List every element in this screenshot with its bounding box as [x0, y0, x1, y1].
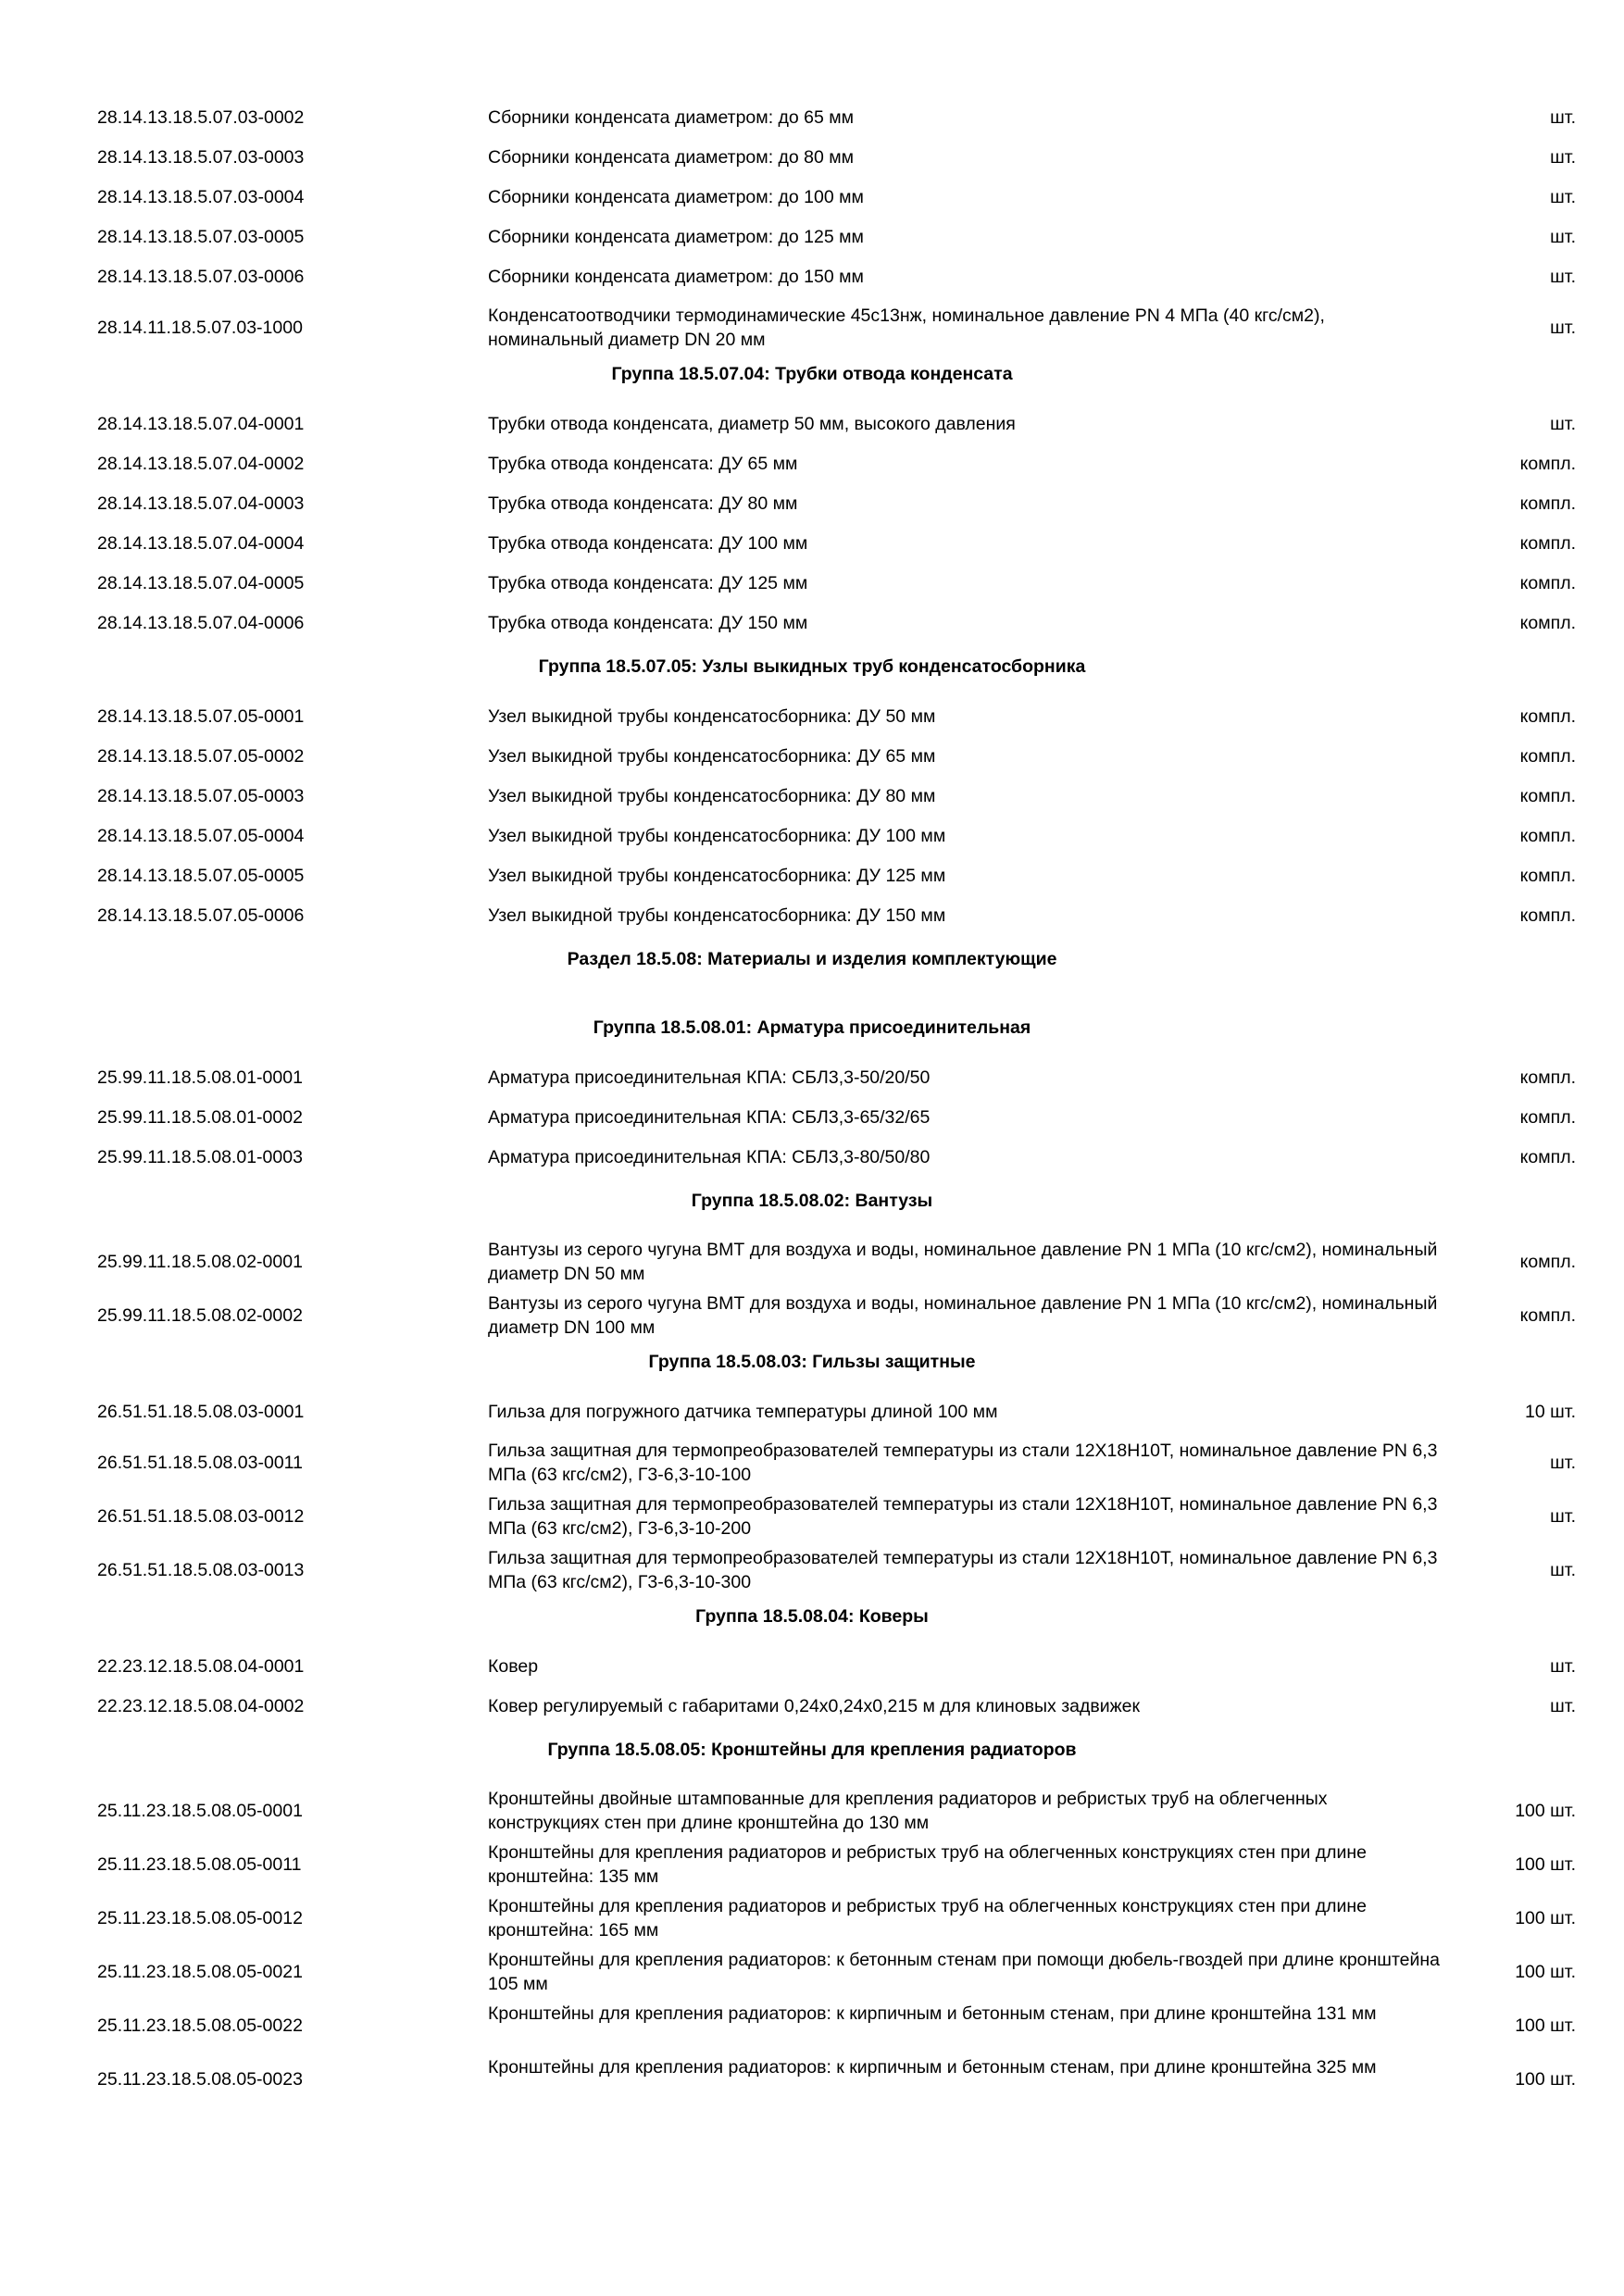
item-unit: компл.	[1519, 493, 1576, 514]
item-name: Сборники конденсата диаметром: до 125 мм	[488, 227, 864, 247]
item-name: Трубки отвода конденсата, диаметр 50 мм, высокого давления	[488, 414, 1016, 434]
item-code: 28.14.11.18.5.07.03-1000	[97, 318, 303, 338]
item-unit: шт.	[1550, 1696, 1576, 1716]
item-unit: компл.	[1519, 706, 1576, 727]
item-unit: шт.	[1550, 147, 1576, 168]
item-unit: компл.	[1519, 1147, 1576, 1167]
item-name: Узел выкидной трубы конденсатосборника: ДУ 125 мм	[488, 866, 946, 886]
item-code: 28.14.13.18.5.07.03-0006	[97, 267, 305, 287]
table-row	[0, 1691, 1624, 1730]
table-row	[0, 780, 1624, 820]
item-name: Гильза защитная для термопреобразователей температуры из стали 12Х18Н10Т, номинальное давление PN 6,3 МПа (63 кгс/см2), Г3-6,3-10-300	[488, 1548, 1438, 1592]
item-name: Гильза защитная для термопреобразователей температуры из стали 12Х18Н10Т, номинальное давление PN 6,3 МПа (63 кгс/см2), Г3-6,3-10-200	[488, 1494, 1438, 1539]
section-title-0508: Раздел 18.5.08: Материалы и изделия комплектующие	[567, 949, 1057, 969]
item-name: Арматура присоединительная КПА: СБЛ3,3-65/32/65	[488, 1107, 931, 1128]
table-row	[0, 1396, 1624, 1436]
item-code: 28.14.13.18.5.07.04-0004	[97, 533, 305, 554]
item-unit: 100 шт.	[1515, 1854, 1576, 1875]
group-heading	[0, 1181, 1624, 1235]
table-row	[0, 528, 1624, 568]
table-row	[0, 860, 1624, 900]
group-title-0804: Группа 18.5.08.04: Коверы	[695, 1606, 929, 1627]
group-title-0801: Группа 18.5.08.01: Арматура присоединительная	[593, 1017, 1031, 1038]
item-unit: компл.	[1519, 826, 1576, 846]
item-unit: шт.	[1550, 227, 1576, 247]
table-row	[0, 1891, 1624, 1945]
item-code: 25.99.11.18.5.08.01-0003	[97, 1147, 303, 1167]
item-unit: компл.	[1519, 1252, 1576, 1272]
item-unit: шт.	[1550, 107, 1576, 128]
item-code: 25.99.11.18.5.08.02-0002	[97, 1305, 303, 1326]
group-heading	[0, 1730, 1624, 1784]
rows-0803	[0, 1396, 1624, 1597]
table-row	[0, 448, 1624, 488]
table-row	[0, 1436, 1624, 1490]
item-code: 26.51.51.18.5.08.03-0001	[97, 1402, 305, 1422]
item-unit: 100 шт.	[1515, 1962, 1576, 1982]
item-unit: 100 шт.	[1515, 1908, 1576, 1928]
table-row	[0, 741, 1624, 780]
table-row	[0, 1999, 1624, 2053]
item-unit: шт.	[1550, 318, 1576, 338]
table-row	[0, 181, 1624, 221]
item-name: Трубка отвода конденсата: ДУ 65 мм	[488, 454, 798, 474]
item-code: 28.14.13.18.5.07.05-0004	[97, 826, 305, 846]
table-row	[0, 1543, 1624, 1597]
table-row	[0, 1490, 1624, 1543]
item-code: 28.14.13.18.5.07.04-0001	[97, 414, 305, 434]
table-row	[0, 488, 1624, 528]
item-code: 26.51.51.18.5.08.03-0012	[97, 1506, 305, 1527]
item-unit: 10 шт.	[1525, 1402, 1576, 1422]
item-code: 25.11.23.18.5.08.05-0001	[97, 1801, 303, 1821]
item-code: 25.11.23.18.5.08.05-0023	[97, 2069, 303, 2090]
item-code: 22.23.12.18.5.08.04-0001	[97, 1656, 305, 1677]
item-unit: шт.	[1550, 1506, 1576, 1527]
item-code: 25.99.11.18.5.08.02-0001	[97, 1252, 303, 1272]
item-code: 28.14.13.18.5.07.04-0005	[97, 573, 305, 593]
item-unit: компл.	[1519, 573, 1576, 593]
item-code: 28.14.13.18.5.07.03-0003	[97, 147, 305, 168]
item-name: Арматура присоединительная КПА: СБЛ3,3-50/20/50	[488, 1067, 931, 1088]
table-row	[0, 408, 1624, 448]
item-code: 25.11.23.18.5.08.05-0011	[97, 1854, 302, 1875]
item-name: Вантузы из серого чугуна ВМТ для воздуха и воды, номинальное давление PN 1 МПа (10 кгс/см2), номинальный диаметр DN 100 мм	[488, 1293, 1438, 1338]
table-row	[0, 1784, 1624, 1838]
item-unit: компл.	[1519, 1067, 1576, 1088]
item-unit: компл.	[1519, 866, 1576, 886]
rows-0801	[0, 1062, 1624, 1181]
item-name: Узел выкидной трубы конденсатосборника: ДУ 50 мм	[488, 706, 936, 727]
group-heading	[0, 1597, 1624, 1651]
rows-0703	[0, 102, 1624, 355]
table-row	[0, 1235, 1624, 1289]
item-unit: компл.	[1519, 613, 1576, 633]
rows-0802	[0, 1235, 1624, 1342]
item-code: 28.14.13.18.5.07.05-0003	[97, 786, 305, 806]
item-code: 28.14.13.18.5.07.04-0002	[97, 454, 305, 474]
item-name: Кронштейны для крепления радиаторов: к кирпичным и бетонным стенам, при длине кронштейна 131 мм	[488, 2003, 1377, 2024]
item-unit: компл.	[1519, 1107, 1576, 1128]
item-name: Сборники конденсата диаметром: до 150 мм	[488, 267, 864, 287]
item-name: Кронштейны для крепления радиаторов: к кирпичным и бетонным стенам, при длине кронштейна 325 мм	[488, 2057, 1377, 2078]
item-unit: компл.	[1519, 1305, 1576, 1326]
section-heading	[0, 940, 1624, 1008]
item-name: Трубка отвода конденсата: ДУ 100 мм	[488, 533, 808, 554]
item-code: 25.11.23.18.5.08.05-0021	[97, 1962, 303, 1982]
item-code: 28.14.13.18.5.07.05-0005	[97, 866, 305, 886]
item-name: Трубка отвода конденсата: ДУ 150 мм	[488, 613, 808, 633]
group-heading	[0, 1008, 1624, 1062]
item-code: 26.51.51.18.5.08.03-0013	[97, 1560, 305, 1580]
item-name: Трубка отвода конденсата: ДУ 125 мм	[488, 573, 808, 593]
item-name: Кронштейны для крепления радиаторов и ребристых труб на облегченных конструкциях стен при длине кронштейна: 135 мм	[488, 1842, 1367, 1887]
item-code: 25.99.11.18.5.08.01-0002	[97, 1107, 303, 1128]
table-row	[0, 261, 1624, 301]
rows-0705	[0, 701, 1624, 940]
item-name: Кронштейны для крепления радиаторов и ребристых труб на облегченных конструкциях стен при длине кронштейна: 165 мм	[488, 1896, 1367, 1940]
item-code: 25.99.11.18.5.08.01-0001	[97, 1067, 303, 1088]
item-unit: 100 шт.	[1515, 2069, 1576, 2090]
item-name: Арматура присоединительная КПА: СБЛ3,3-80/50/80	[488, 1147, 931, 1167]
table-row	[0, 1062, 1624, 1102]
item-unit: компл.	[1519, 454, 1576, 474]
item-code: 28.14.13.18.5.07.05-0002	[97, 746, 305, 767]
table-row	[0, 301, 1624, 355]
item-name: Узел выкидной трубы конденсатосборника: ДУ 65 мм	[488, 746, 936, 767]
item-name: Узел выкидной трубы конденсатосборника: ДУ 80 мм	[488, 786, 936, 806]
table-row	[0, 820, 1624, 860]
item-unit: компл.	[1519, 786, 1576, 806]
group-title-0802: Группа 18.5.08.02: Вантузы	[691, 1191, 933, 1211]
item-unit: шт.	[1550, 1560, 1576, 1580]
table-row	[0, 2053, 1624, 2106]
item-code: 26.51.51.18.5.08.03-0011	[97, 1453, 303, 1473]
item-unit: компл.	[1519, 533, 1576, 554]
table-row	[0, 1289, 1624, 1342]
item-code: 28.14.13.18.5.07.05-0001	[97, 706, 305, 727]
rows-0805	[0, 1784, 1624, 2106]
group-heading	[0, 647, 1624, 701]
item-unit: компл.	[1519, 746, 1576, 767]
item-unit: 100 шт.	[1515, 2015, 1576, 2036]
table-row	[0, 1945, 1624, 1999]
item-code: 28.14.13.18.5.07.05-0006	[97, 905, 305, 926]
item-code: 28.14.13.18.5.07.04-0003	[97, 493, 305, 514]
item-code: 28.14.13.18.5.07.04-0006	[97, 613, 305, 633]
item-name: Конденсатоотводчики термодинамические 45с13нж, номинальное давление PN 4 МПа (40 кгс/см2), номинальный диаметр DN 20 мм	[488, 306, 1325, 350]
item-code: 25.11.23.18.5.08.05-0012	[97, 1908, 303, 1928]
item-code: 25.11.23.18.5.08.05-0022	[97, 2015, 303, 2036]
item-name: Ковер	[488, 1656, 539, 1677]
table-row	[0, 568, 1624, 607]
table-row	[0, 1838, 1624, 1891]
item-name: Вантузы из серого чугуна ВМТ для воздуха и воды, номинальное давление PN 1 МПа (10 кгс/см2), номинальный диаметр DN 50 мм	[488, 1240, 1438, 1284]
item-name: Сборники конденсата диаметром: до 100 мм	[488, 187, 864, 207]
item-name: Трубка отвода конденсата: ДУ 80 мм	[488, 493, 798, 514]
item-name: Гильза для погружного датчика температуры длиной 100 мм	[488, 1402, 998, 1422]
item-code: 28.14.13.18.5.07.03-0004	[97, 187, 305, 207]
group-title-0704: Группа 18.5.07.04: Трубки отвода конденсата	[611, 364, 1013, 384]
document-page	[0, 102, 1624, 2106]
group-title-0805: Группа 18.5.08.05: Кронштейны для крепления радиаторов	[547, 1740, 1077, 1760]
table-row	[0, 701, 1624, 741]
item-name: Гильза защитная для термопреобразователей температуры из стали 12Х18Н10Т, номинальное давление PN 6,3 МПа (63 кгс/см2), Г3-6,3-10-100	[488, 1441, 1438, 1485]
group-title-0705: Группа 18.5.07.05: Узлы выкидных труб конденсатосборника	[538, 656, 1086, 677]
rows-0704	[0, 408, 1624, 647]
group-title-0803: Группа 18.5.08.03: Гильзы защитные	[648, 1352, 976, 1372]
item-code: 22.23.12.18.5.08.04-0002	[97, 1696, 305, 1716]
group-heading	[0, 355, 1624, 408]
item-unit: шт.	[1550, 187, 1576, 207]
item-code: 28.14.13.18.5.07.03-0002	[97, 107, 305, 128]
item-unit: шт.	[1550, 414, 1576, 434]
item-name: Ковер регулируемый с габаритами 0,24х0,24х0,215 м для клиновых задвижек	[488, 1696, 1141, 1716]
table-row	[0, 102, 1624, 142]
table-row	[0, 1651, 1624, 1691]
table-row	[0, 900, 1624, 940]
item-name: Узел выкидной трубы конденсатосборника: ДУ 100 мм	[488, 826, 946, 846]
item-unit: шт.	[1550, 1656, 1576, 1677]
item-name: Узел выкидной трубы конденсатосборника: ДУ 150 мм	[488, 905, 946, 926]
item-code: 28.14.13.18.5.07.03-0005	[97, 227, 305, 247]
item-unit: шт.	[1550, 1453, 1576, 1473]
item-name: Сборники конденсата диаметром: до 80 мм	[488, 147, 855, 168]
item-name: Кронштейны для крепления радиаторов: к бетонным стенам при помощи дюбель-гвоздей при длине кронштейна 105 мм	[488, 1950, 1441, 1994]
item-name: Сборники конденсата диаметром: до 65 мм	[488, 107, 855, 128]
item-unit: компл.	[1519, 905, 1576, 926]
table-row	[0, 142, 1624, 181]
table-row	[0, 1102, 1624, 1142]
group-heading	[0, 1342, 1624, 1396]
item-unit: шт.	[1550, 267, 1576, 287]
rows-0804	[0, 1651, 1624, 1730]
table-row	[0, 221, 1624, 261]
item-unit: 100 шт.	[1515, 1801, 1576, 1821]
table-row	[0, 1142, 1624, 1181]
table-row	[0, 607, 1624, 647]
item-name: Кронштейны двойные штампованные для крепления радиаторов и ребристых труб на облегченных конструкциях стен при длине кронштейна до 130 мм	[488, 1789, 1328, 1833]
